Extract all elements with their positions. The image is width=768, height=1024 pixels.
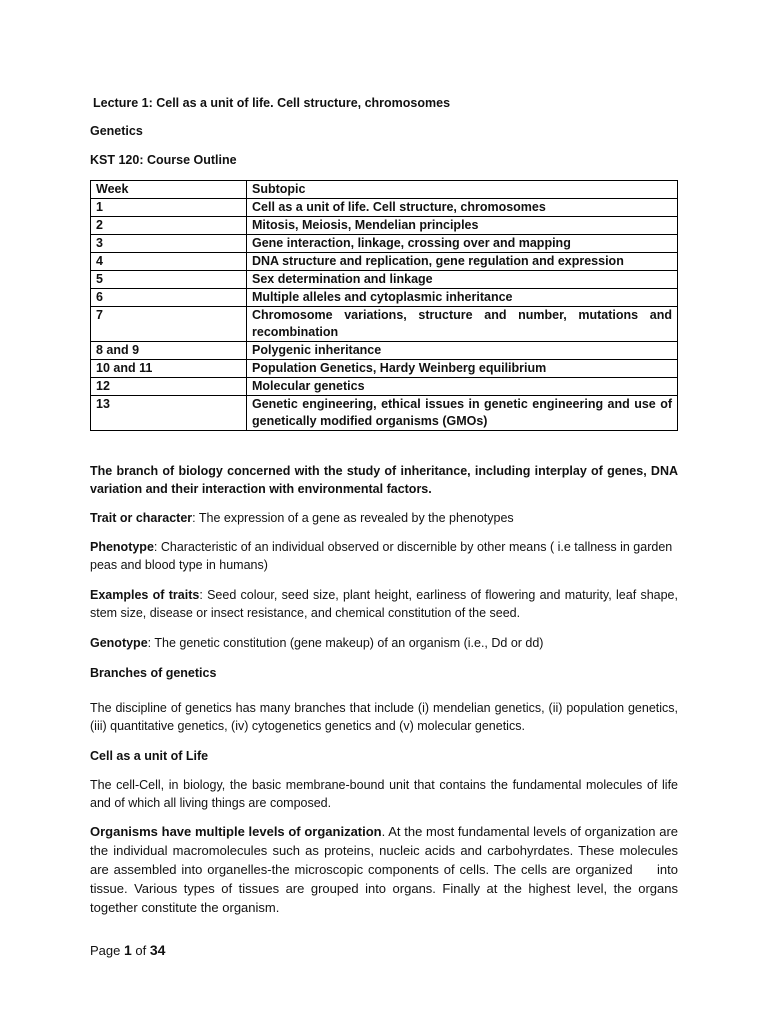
phenotype-term: Phenotype <box>90 540 154 554</box>
subtopic-cell: Cell as a unit of life. Cell structure, chromosomes <box>247 199 678 217</box>
page-footer <box>90 942 165 958</box>
lecture-title: Lecture 1: Cell as a unit of life. Cell structure, chromosomes <box>93 96 451 110</box>
table-row <box>91 199 678 217</box>
week-cell: 10 and 11 <box>91 360 247 378</box>
subtopic-cell: Chromosome variations, structure and number, mutations and recombination <box>247 307 678 342</box>
genotype-term: Genotype <box>90 636 148 650</box>
subtopic-cell: Molecular genetics <box>247 378 678 396</box>
trait-definition <box>90 509 678 527</box>
subject-heading: Genetics <box>90 124 143 138</box>
table-row <box>91 378 678 396</box>
page-label: Page <box>90 943 121 958</box>
subtopic-cell: Polygenic inheritance <box>247 342 678 360</box>
week-cell: 1 <box>91 199 247 217</box>
cell-heading: Cell as a unit of Life <box>90 749 209 763</box>
subtopic-cell: Genetic engineering, ethical issues in genetic engineering and use of genetically modified organisms (GMOs) <box>247 396 678 431</box>
week-cell: 6 <box>91 289 247 307</box>
week-cell: 12 <box>91 378 247 396</box>
phenotype-text: : Characteristic of an individual observed or discernible by other means ( i.e tallness in garden peas and blood type in humans) <box>90 540 673 572</box>
table-row <box>91 253 678 271</box>
organisms-lead: Organisms have multiple levels of organization <box>90 824 382 839</box>
table-row <box>91 342 678 360</box>
week-cell: 13 <box>91 396 247 431</box>
table-row <box>91 235 678 253</box>
course-outline-table <box>90 180 678 431</box>
cell-text: The cell-Cell, in biology, the basic membrane-bound unit that contains the fundamental molecules of life and of which all living things are composed. <box>90 778 678 810</box>
total-pages: 34 <box>149 942 166 958</box>
subtopic-cell: Gene interaction, linkage, crossing over and mapping <box>247 235 678 253</box>
subtopic-cell: DNA structure and replication, gene regulation and expression <box>247 253 678 271</box>
branches-heading: Branches of genetics <box>90 666 217 680</box>
table-row <box>91 360 678 378</box>
week-cell: 8 and 9 <box>91 342 247 360</box>
table-row <box>91 271 678 289</box>
table-row <box>91 289 678 307</box>
genotype-text: : The genetic constitution (gene makeup) of an organism (i.e., Dd or dd) <box>147 636 544 650</box>
of-label: of <box>135 943 147 958</box>
subtopic-cell: Sex determination and linkage <box>247 271 678 289</box>
header-week: Week <box>91 181 247 199</box>
week-cell: 7 <box>91 307 247 342</box>
table-row <box>91 307 678 342</box>
header-subtopic: Subtopic <box>247 181 678 199</box>
course-outline-title: KST 120: Course Outline <box>90 153 237 167</box>
page-number: 1 <box>124 942 132 958</box>
week-cell: 2 <box>91 217 247 235</box>
table-header-row <box>91 181 678 199</box>
phenotype-definition <box>90 538 678 574</box>
table-row <box>91 396 678 431</box>
examples-definition <box>90 586 678 622</box>
trait-text: : The expression of a gene as revealed by the phenotypes <box>192 511 514 525</box>
week-cell: 4 <box>91 253 247 271</box>
organisms-paragraph <box>90 822 682 917</box>
subtopic-cell: Population Genetics, Hardy Weinberg equilibrium <box>247 360 678 378</box>
week-cell: 3 <box>91 235 247 253</box>
branches-text: The discipline of genetics has many branches that include (i) mendelian genetics, (ii) population genetics, (iii) quantitative genetics, (iv) cytogenetics genetics and (v) molecular genetics. <box>90 701 678 733</box>
examples-text: : Seed colour, seed size, plant height, earliness of flowering and maturity, leaf shape, stem size, disease or insect resistance, and chemical constitution of the seed. <box>90 588 678 620</box>
trait-term: Trait or character <box>90 511 193 525</box>
week-cell: 5 <box>91 271 247 289</box>
subtopic-cell: Mitosis, Meiosis, Mendelian principles <box>247 217 678 235</box>
subtopic-cell: Multiple alleles and cytoplasmic inheritance <box>247 289 678 307</box>
table-row <box>91 217 678 235</box>
organisms-text: . At the most fundamental levels of organization are the individual macromolecules such as proteins, nucleic acids and carbohyrdates. These molecules are assembled into organelles-the microscopic components of cells. The cells are organized into tissue. Various types of tissues are grouped into organs. Finally at the highest level, the organs together constitute the organism. <box>90 824 682 915</box>
genotype-definition <box>90 634 678 652</box>
genetics-definition: The branch of biology concerned with the study of inheritance, including interplay of genes, DNA variation and their interaction with environmental factors. <box>90 464 678 496</box>
examples-term: Examples of traits <box>90 588 200 602</box>
